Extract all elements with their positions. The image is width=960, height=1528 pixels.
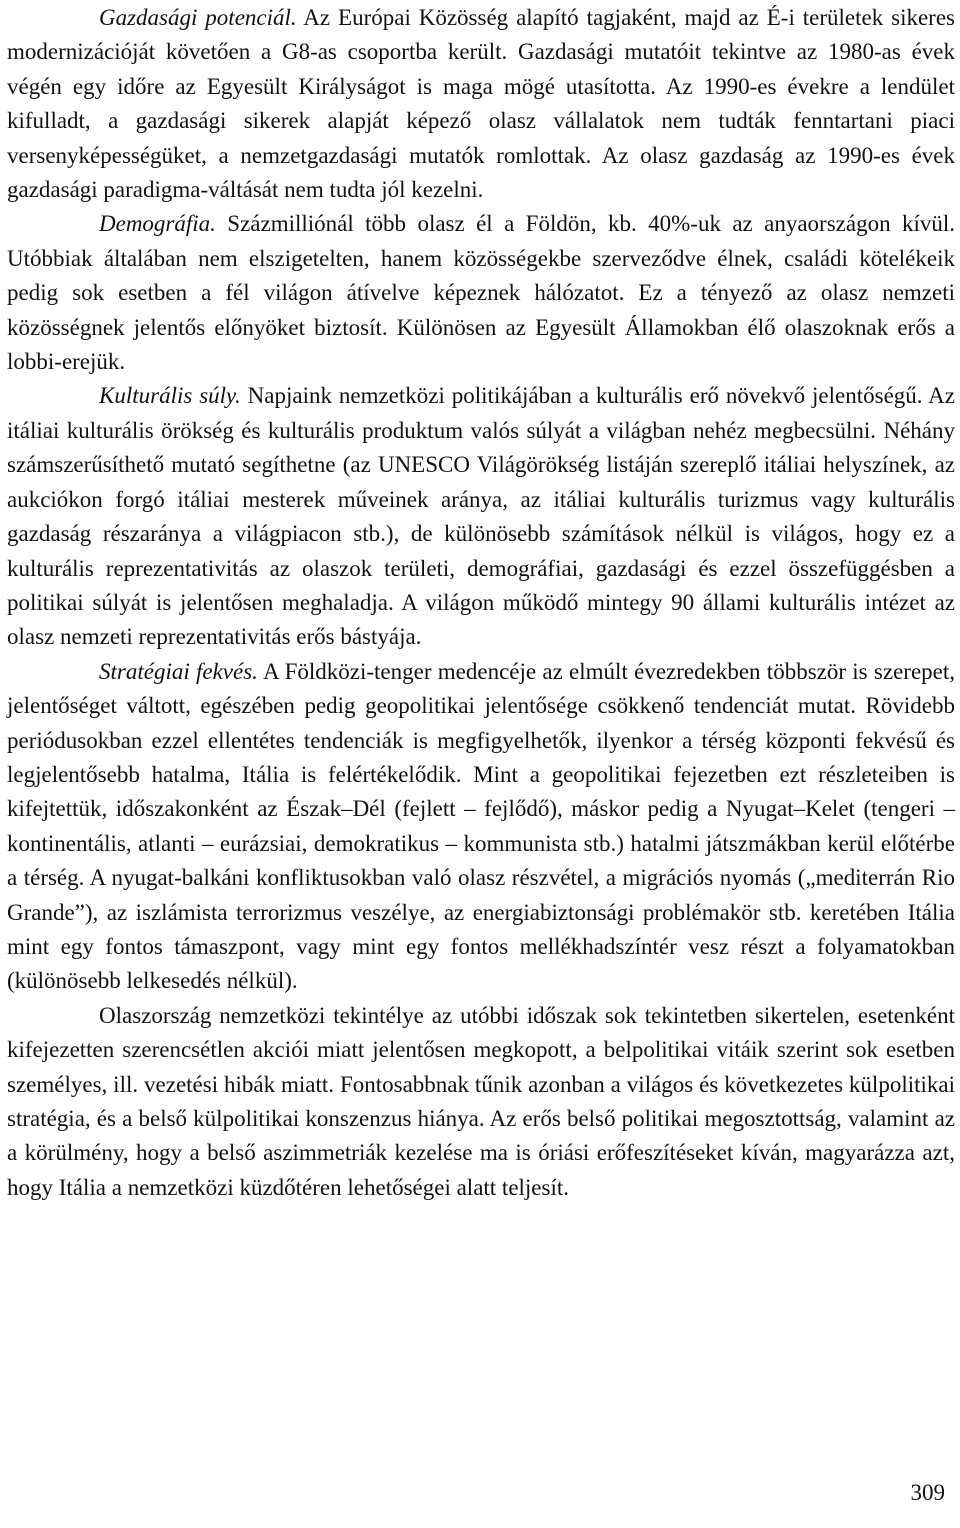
paragraph-economic-potential bbox=[7, 1, 955, 207]
document-page bbox=[7, 0, 955, 1528]
paragraph-lead: Demográfia. bbox=[99, 211, 216, 237]
paragraph-cultural-weight bbox=[7, 379, 955, 654]
paragraph-text: Az Európai Közösség alapító tagjaként, majd az É-i területek sikeres modernizációját követően a G8-as csoportba került. Gazdasági mutatóit tekintve az 1980-as évek végén egy időre az Egyesült Királyságot is maga mögé utasította. Az 1990-es évekre a lendület kifulladt, a gazdasági sikerek alapját képező olasz vállalatok nem tudták fenntartani piaci versenyképességüket, a nemzetgazdasági mutatók romlottak. Az olasz gazdaság az 1990-es évek gazdasági paradigma-váltását nem tudta jól kezelni. bbox=[7, 5, 955, 203]
paragraph-text: Százmilliónál több olasz él a Földön, kb. 40%-uk az anyaországon kívül. Utóbbiak általában nem elszigetelten, hanem közösségekbe szerveződve élnek, családi kötelékeik pedig sok esetben a fél világon átívelve képeznek hálózatot. Ez a tényező az olasz nemzeti közösségnek jelentős előnyöket biztosít. Különösen az Egyesült Államokban élő olaszoknak erős a lobbi-erejük. bbox=[7, 211, 955, 375]
paragraph-strategic-position bbox=[7, 655, 955, 999]
paragraph-text: Napjaink nemzetközi politikájában a kulturális erő növekvő jelentőségű. Az itáliai kulturális örökség és kulturális produktum valós súlyát a világban nehéz megbecsülni. Néhány számszerűsíthető mutató segíthetne (az UNESCO Világörökség listáján szereplő itáliai helyszínek, az aukciókon forgó itáliai mesterek műveinek aránya, az itáliai kulturális turizmus vagy kulturális gazdaság részaránya a világpiacon stb.), de különösebb számítások nélkül is világos, hogy ez a kulturális reprezentativitás az olaszok területi, demográfiai, gazdasági és ezzel összefüggésben a politikai súlyát is jelentősen meghaladja. A világon működő mintegy 90 állami kulturális intézet az olasz nemzeti reprezentativitás erős bástyája. bbox=[7, 383, 955, 650]
body-text bbox=[7, 1, 955, 1205]
paragraph-text: A Földközi-tenger medencéje az elmúlt évezredekben többször is szerepet, jelentőséget váltott, egészében pedig geopolitikai jelentősége csökkenő tendenciát mutat. Rövidebb periódusokban ezzel ellentétes tendenciák is megfigyelhetők, ilyenkor a térség központi fekvésű és legjelentősebb hatalma, Itália is felértékelődik. Mint a geopolitikai fejezetben ezt részleteiben is kifejtettük, időszakonként az Észak–Dél (fejlett – fejlődő), máskor pedig a Nyugat–Kelet (tengeri – kontinentális, atlanti – eurázsiai, demokratikus – kommunista stb.) hatalmi játszmákban kerül előtérbe a térség. A nyugat-balkáni konfliktusokban való olasz részvétel, a migrációs nyomás („mediterrán Rio Grande”), az iszlámista terrorizmus veszélye, az energiabiztonsági problémakör stb. keretében Itália mint egy fontos támaszpont, vagy mint egy fontos mellékhadszíntér vesz részt a folyamatokban (különösebb lelkesedés nélkül). bbox=[7, 658, 955, 994]
paragraph-demography bbox=[7, 207, 955, 379]
paragraph-text: Olaszország nemzetközi tekintélye az utóbbi időszak sok tekintetben sikertelen, esetenként kifejezetten szerencsétlen akciói miatt jelentősen megkopott, a belpolitikai vitáik szerint sok esetben személyes, ill. vezetési hibák miatt. Fontosabbnak tűnik azonban a világos és következetes külpolitikai stratégia, és a belső külpolitikai konszenzus hiánya. Az erős belső politikai megosztottság, valamint az a körülmény, hogy a belső aszimmetriák kezelése ma is óriási erőfeszítéseket kíván, magyarázza azt, hogy Itália a nemzetközi küzdőtéren lehetőségei alatt teljesít. bbox=[7, 1002, 955, 1200]
paragraph-lead: Stratégiai fekvés. bbox=[99, 658, 258, 684]
paragraph-lead: Gazdasági potenciál. bbox=[99, 5, 297, 30]
page-number: 309 bbox=[910, 1480, 945, 1505]
paragraph-lead: Kulturális súly. bbox=[99, 383, 241, 409]
paragraph-international-prestige bbox=[7, 999, 955, 1205]
